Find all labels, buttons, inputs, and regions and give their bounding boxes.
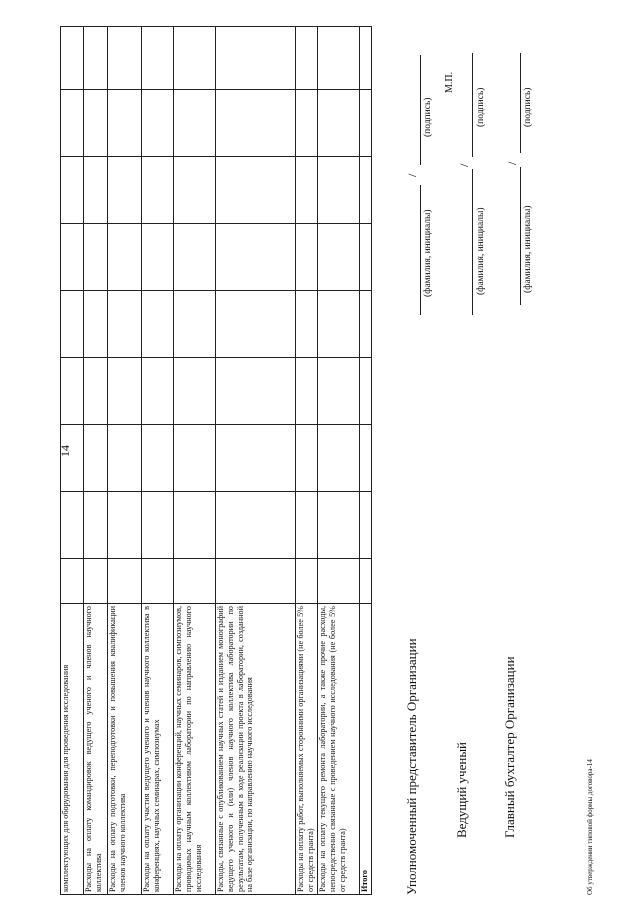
table-cell [108, 224, 142, 291]
table-cell [61, 27, 84, 90]
footnote: Об утверждении типовой формы договора-14 [586, 759, 594, 895]
row-label: Расходы, связанные с опубликованием научных статей и изданием монографий ведущего ученого и (или) членов научного коллектива лаборатории по результатам, полученным в ходе реализации проекта в лаборатории, созданной на базе организации, по направлению научного исследования [216, 604, 296, 895]
table-cell [174, 559, 216, 604]
table-cell [360, 358, 372, 425]
table-cell [174, 492, 216, 559]
table-cell [360, 425, 372, 492]
table-row [174, 27, 216, 895]
table-cell [142, 157, 174, 224]
table-row [360, 27, 372, 895]
table-cell [296, 291, 318, 358]
representative-sign-line [420, 55, 421, 165]
row-label: Расходы на оплату командировок ведущего ученого и членов научного коллектива [84, 604, 108, 895]
table-cell [318, 90, 360, 157]
row-label: комплектующих для оборудования для проведения исследования [61, 604, 84, 895]
scientist-title: Ведущий ученый [454, 741, 469, 838]
table-cell [174, 358, 216, 425]
table-cell [216, 157, 296, 224]
table-cell [296, 157, 318, 224]
representative-title: Уполномоченный представитель Организации [404, 638, 419, 895]
table-cell [174, 224, 216, 291]
table-cell [216, 291, 296, 358]
table-cell [318, 425, 360, 492]
table-cell [216, 27, 296, 90]
table-cell [360, 224, 372, 291]
table-cell [174, 90, 216, 157]
table-cell [296, 224, 318, 291]
accountant-sign-line [520, 53, 521, 153]
table-cell [61, 90, 84, 157]
table-cell [84, 358, 108, 425]
row-label: Расходы на оплату участия ведущего ученого и членов научного коллектива в конференциях, научных семинарах, симпозиумах [142, 604, 174, 895]
table-row [296, 27, 318, 895]
table-cell [61, 492, 84, 559]
table-cell [142, 425, 174, 492]
table-cell [61, 291, 84, 358]
table-cell [142, 90, 174, 157]
table-row [216, 27, 296, 895]
table-cell [318, 291, 360, 358]
table-cell [142, 492, 174, 559]
scientist-name-line [472, 169, 473, 315]
table-cell [318, 157, 360, 224]
table-cell [108, 559, 142, 604]
table-cell [142, 291, 174, 358]
scientist-sign-line [472, 53, 473, 157]
stamp-mark: М.П. [444, 71, 455, 93]
row-label: Расходы на оплату работ, выполняемых сторонними организациями (не более 5% от средств гранта) [296, 604, 318, 895]
table-cell [142, 224, 174, 291]
table-cell [360, 492, 372, 559]
row-label: Расходы на оплату подготовки, переподготовки и повышения квалификации членов научного коллектива [108, 604, 142, 895]
table-cell [84, 291, 108, 358]
representative-name-line [420, 185, 421, 315]
table-cell [296, 492, 318, 559]
scientist-name-caption: (фамилия, инициалы) [476, 207, 486, 295]
table-cell [108, 90, 142, 157]
scientist-slash: / [457, 163, 471, 167]
table-cell [360, 90, 372, 157]
page-number: 14 [58, 445, 72, 457]
table-cell [318, 224, 360, 291]
table-cell [84, 224, 108, 291]
representative-sign-caption: (подпись) [423, 97, 433, 137]
table-cell [108, 157, 142, 224]
table-cell [84, 90, 108, 157]
table-cell [318, 492, 360, 559]
accountant-sign-caption: (подпись) [523, 87, 533, 127]
table-cell [318, 358, 360, 425]
table-row [142, 27, 174, 895]
accountant-name-line [520, 167, 521, 305]
table-cell [216, 559, 296, 604]
table-cell [216, 90, 296, 157]
table-cell [360, 291, 372, 358]
row-label: Расходы на оплату текущего ремонта лаборатории, а также прочие расходы, непосредственно связанные с проведением научного исследования (не более 5% от средств гранта) [318, 604, 360, 895]
table-cell [174, 157, 216, 224]
table-cell [174, 27, 216, 90]
table-cell [84, 492, 108, 559]
table-cell [84, 425, 108, 492]
table-cell [318, 559, 360, 604]
table-cell [108, 358, 142, 425]
table-cell [216, 358, 296, 425]
table-cell [216, 492, 296, 559]
table-cell [142, 358, 174, 425]
table-cell [108, 27, 142, 90]
table-cell [296, 27, 318, 90]
table-cell [108, 492, 142, 559]
table-cell [142, 27, 174, 90]
table-cell [174, 291, 216, 358]
accountant-name-caption: (фамилия, инициалы) [523, 205, 533, 293]
representative-name-caption: (фамилия, инициалы) [423, 209, 433, 297]
table-cell [61, 559, 84, 604]
table-row [108, 27, 142, 895]
table-cell [61, 358, 84, 425]
table-cell [296, 559, 318, 604]
scientist-sign-caption: (подпись) [476, 87, 486, 127]
table-cell [296, 425, 318, 492]
table-cell [174, 425, 216, 492]
accountant-slash: / [505, 161, 519, 165]
table-cell [296, 358, 318, 425]
row-label: Расходы на оплату организации конференций, научных семинаров, симпозиумов, проводимых научным коллективом лаборатории по направлению научного исследования [174, 604, 216, 895]
table-row [84, 27, 108, 895]
table-cell [142, 559, 174, 604]
table-cell [61, 157, 84, 224]
table-cell [84, 27, 108, 90]
accountant-title: Главный бухгалтер Организации [502, 656, 517, 838]
table-cell [108, 291, 142, 358]
expense-table [60, 26, 372, 895]
table-row [61, 27, 84, 895]
table-cell [360, 157, 372, 224]
table-cell [61, 224, 84, 291]
representative-slash: / [405, 173, 419, 177]
table-cell [84, 157, 108, 224]
table-cell [360, 559, 372, 604]
table-cell [360, 27, 372, 90]
table-cell [296, 90, 318, 157]
table-row [318, 27, 360, 895]
row-label: Итого [360, 604, 372, 895]
table-cell [61, 425, 84, 492]
table-cell [84, 559, 108, 604]
table-cell [216, 425, 296, 492]
table-cell [216, 224, 296, 291]
table-cell [318, 27, 360, 90]
table-cell [108, 425, 142, 492]
